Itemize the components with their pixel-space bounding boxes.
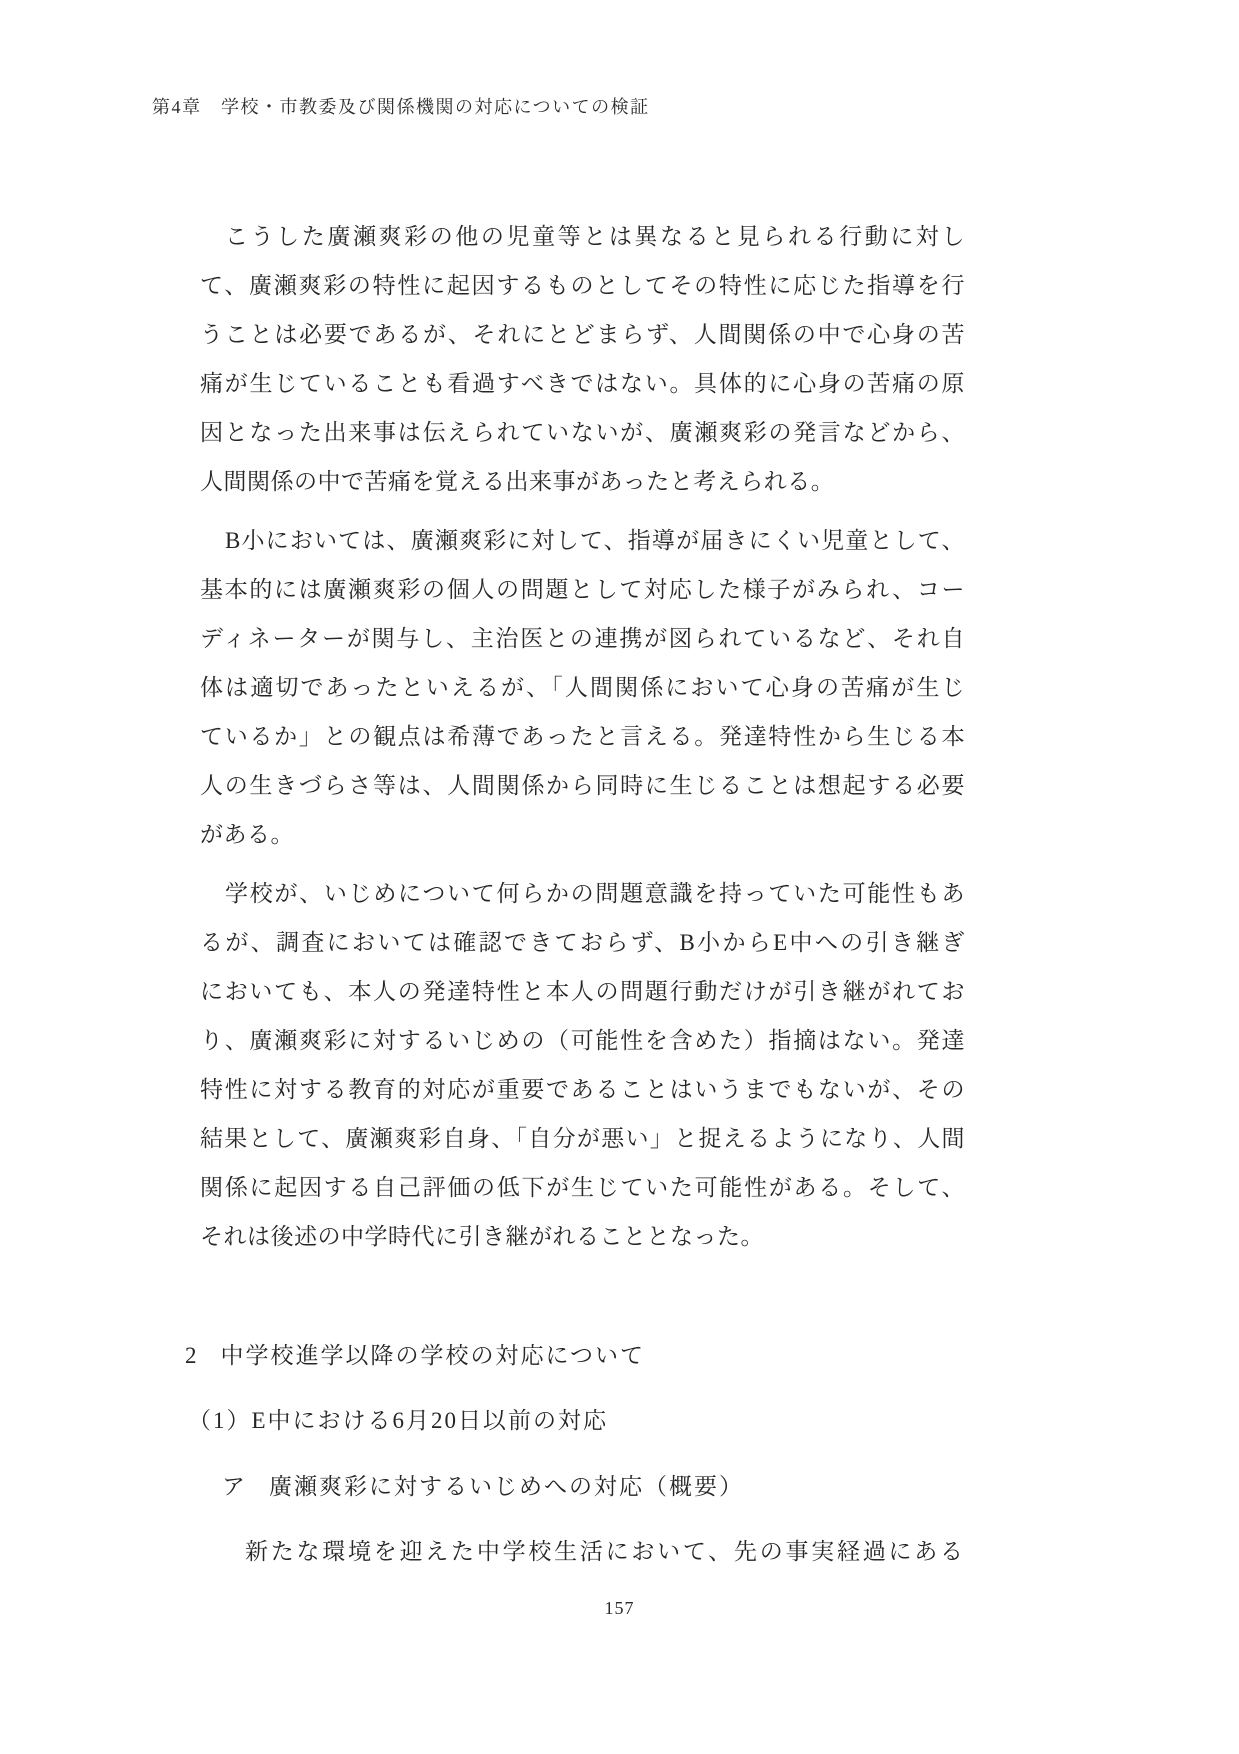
section-number: 2: [185, 1343, 199, 1368]
chapter-header: 第4章 学校・市教委及び関係機関の対応についての検証: [152, 97, 650, 117]
subsection-heading-1: （1）E中における6月20日以前の対応: [188, 1408, 609, 1433]
body-line: それは後述の中学時代に引き継がれることとなった。: [200, 1224, 764, 1249]
paragraph: [200, 516, 965, 859]
body-line: て、廣瀬爽彩の特性に起因するものとしてその特性に応じた指導を行: [200, 273, 965, 298]
body-line: ディネーターが関与し、主治医との連携が図られているなど、それ自: [200, 626, 965, 651]
subsection-title: 廣瀬爽彩に対するいじめへの対応（概要）: [269, 1474, 744, 1499]
body-line: るが、調査においては確認できておらず、B小からE中への引き継ぎ: [200, 930, 965, 955]
closing-paragraph-line: 新たな環境を迎えた中学校生活において、先の事実経過にある: [245, 1539, 963, 1564]
body-line: ているか」との観点は希薄であったと言える。発達特性から生じる本: [200, 724, 965, 749]
body-line: B小においては、廣瀬爽彩に対して、指導が届きにくい児童として、: [225, 528, 965, 553]
body-line: 関係に起因する自己評価の低下が生じていた可能性がある。そして、: [200, 1175, 965, 1200]
page-number: 157: [604, 1598, 635, 1618]
section-title: 中学校進学以降の学校の対応について: [220, 1343, 646, 1368]
body-line: 特性に対する教育的対応が重要であることはいうまでもないが、その: [200, 1077, 965, 1102]
body-line: 体は適切であったといえるが、「人間関係において心身の苦痛が生じ: [200, 675, 965, 700]
subsection-heading-a: [222, 1462, 744, 1511]
body-line: がある。: [200, 822, 294, 847]
body-line: 人の生きづらさ等は、人間関係から同時に生じることは想起する必要: [200, 773, 966, 798]
body-text-block: [200, 212, 965, 1271]
body-line: 痛が生じていることも看過すべきではない。具体的に心身の苦痛の原: [200, 371, 965, 396]
section-heading-2: [185, 1331, 645, 1380]
body-line: うことは必要であるが、それにとどまらず、人間関係の中で心身の苦: [200, 322, 965, 347]
subsection-label: ア: [222, 1474, 247, 1499]
body-line: こうした廣瀬爽彩の他の児童等とは異なると見られる行動に対し: [225, 224, 965, 249]
body-line: 人間関係の中で苦痛を覚える出来事があったと考えられる。: [200, 469, 835, 494]
body-line: 学校が、いじめについて何らかの問題意識を持っていた可能性もあ: [225, 881, 965, 906]
body-line: においても、本人の発達特性と本人の問題行動だけが引き継がれてお: [200, 979, 966, 1004]
body-line: 因となった出来事は伝えられていないが、廣瀬爽彩の発言などから、: [200, 420, 965, 445]
body-line: 結果として、廣瀬爽彩自身、「自分が悪い」と捉えるようになり、人間: [200, 1126, 965, 1151]
paragraph: [200, 212, 965, 506]
body-line: 基本的には廣瀬爽彩の個人の問題として対応した様子がみられ、コー: [200, 577, 965, 602]
paragraph: [200, 869, 965, 1261]
body-line: り、廣瀬爽彩に対するいじめの（可能性を含めた）指摘はない。発達: [200, 1028, 965, 1053]
